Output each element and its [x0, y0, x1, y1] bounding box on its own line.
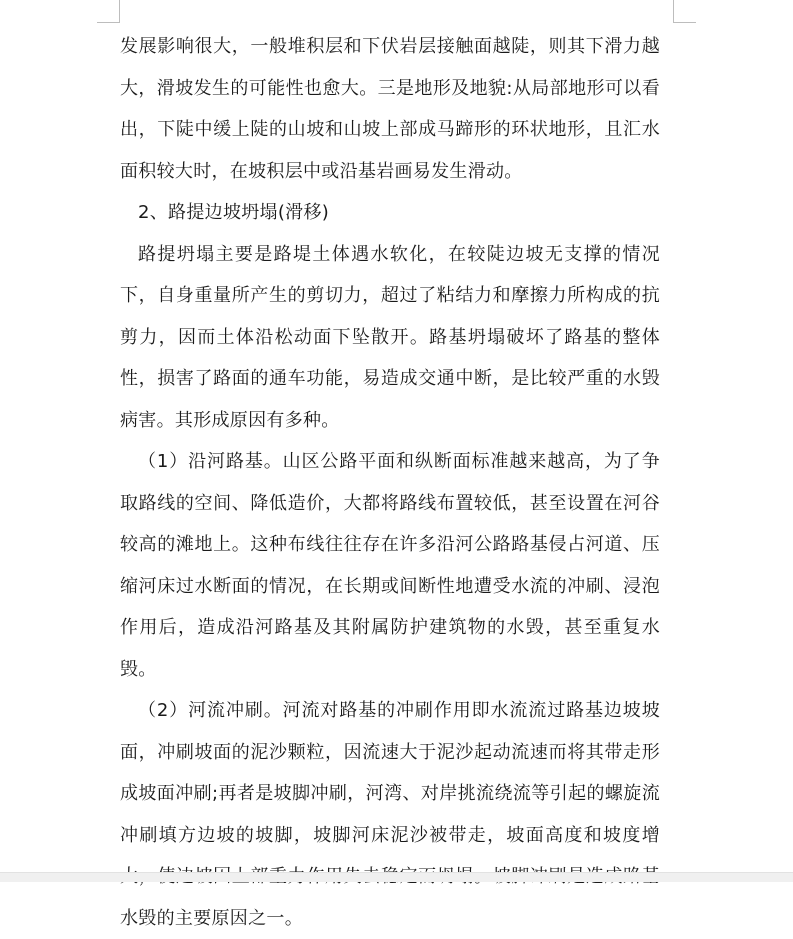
paragraph-1: 发展影响很大，一般堆积层和下伏岩层接触面越陡，则其下滑力越大，滑坡发生的可能性也愈大。三是地形及地貌:从局部地形可以看出，下陡中缓上陡的山坡和山坡上部成马蹄形的环状地形，且汇水面积较大时，在坡积层中或沿基岩画易发生滑动。	[120, 36, 660, 182]
paragraph-3: 路提坍塌主要是路堤土体遇水软化，在较陡边坡无支撑的情况下，自身重量所产生的剪切力，超过了粘结力和摩擦力所构成的抗剪力，因而土体沿松动面下坠散开。路基坍塌破坏了路基的整体性，损害了路面的通车功能，易造成交通中断，是比较严重的水毁病害。其形成原因有多种。	[120, 243, 660, 431]
paragraph-5: （2）河流冲刷。河流对路基的冲刷作用即水流流过路基边坡坡面，冲刷坡面的泥沙颗粒，因流速大于泥沙起动流速而将其带走形成坡面冲刷;再者是坡脚冲刷，河湾、对岸挑流绕流等引起的螺旋流冲刷填方边坡的坡脚，坡脚河床泥沙被带走，坡面高度和坡度增 水毁的主要原因之一。	[120, 700, 660, 929]
document-body[interactable]	[120, 26, 660, 939]
crop-mark-top-left	[97, 0, 120, 23]
crop-mark-top-right	[673, 0, 696, 23]
paragraph-4: （1）沿河路基。山区公路平面和纵断面标准越来越高，为了争取路线的空间、降低造价，大都将路线布置较低，甚至设置在河谷较高的滩地上。这种布线往往存在许多沿河公路路基侵占河道、压缩河床过水断面的情况，在长期或间断性地遭受水流的冲刷、浸泡作用后，造成沿河路基及其附属防护建筑物的水毁，甚至重复水毁。	[120, 451, 660, 680]
horizontal-scrollbar[interactable]	[0, 872, 793, 882]
paragraph-2-heading: 2、路提边坡坍塌(滑移)	[138, 202, 330, 223]
